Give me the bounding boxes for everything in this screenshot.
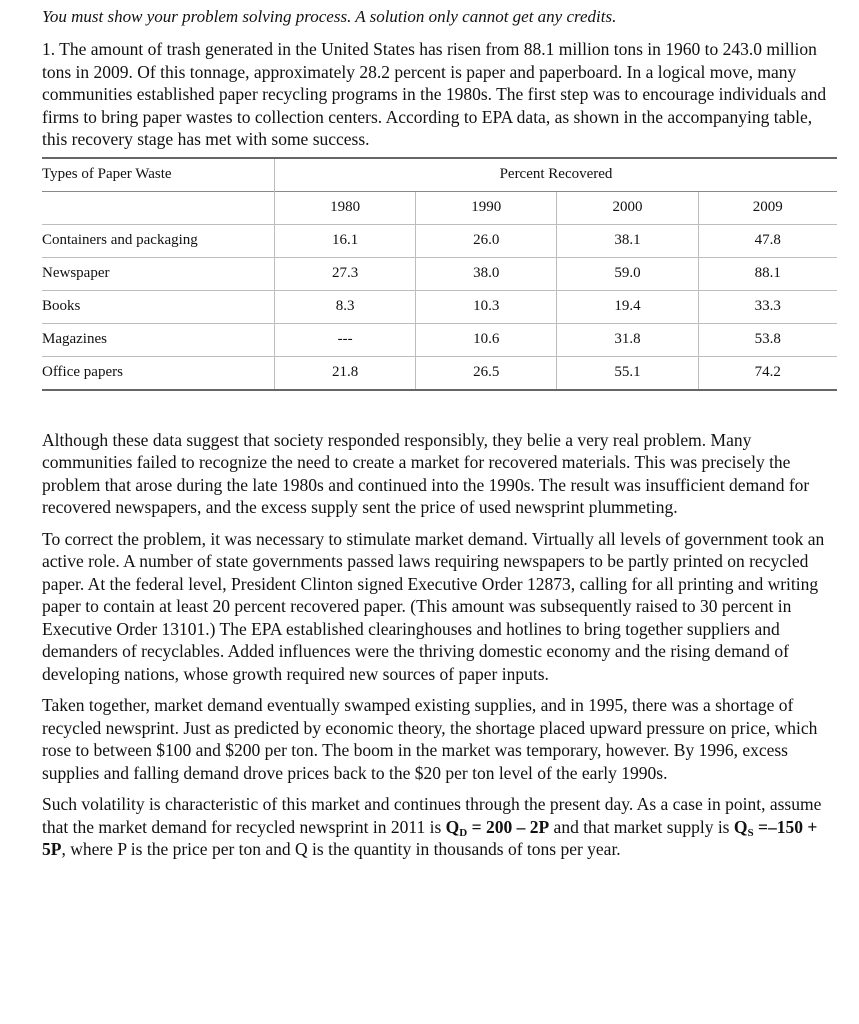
years-row-blank bbox=[42, 191, 275, 224]
percent-cell: 16.1 bbox=[275, 224, 416, 257]
final-text-1: Such volatility is characteristic of this market and continues through the present day. As a case in point, assume that the market demand for recycled newsprint in 2011 is bbox=[42, 794, 822, 837]
table-row bbox=[42, 356, 837, 390]
percent-cell: 55.1 bbox=[557, 356, 698, 390]
problem-intro: 1. The amount of trash generated in the United States has risen from 88.1 million tons in 1960 to 243.0 million tons in 2009. Of this tonnage, approximately 28.2 percent is paper and paperboard. In a logical move, many communities established paper recycling programs in the 1980s. The first step was to encourage individuals and firms to bring paper wastes to collection centers. According to EPA data, as shown in the accompanying table, this recovery stage has met with some success. bbox=[42, 39, 827, 149]
paper-type-label: Magazines bbox=[42, 323, 275, 356]
percent-cell: 31.8 bbox=[557, 323, 698, 356]
percent-cell: 27.3 bbox=[275, 257, 416, 290]
percent-recovered-header: Percent Recovered bbox=[275, 158, 838, 192]
percent-cell: 26.0 bbox=[416, 224, 557, 257]
paper-type-label: Books bbox=[42, 290, 275, 323]
paper-type-label: Newspaper bbox=[42, 257, 275, 290]
final-paragraph bbox=[42, 793, 832, 861]
body-paragraph: To correct the problem, it was necessary to stimulate market demand. Virtually all levels of government took an active role. A number of state governments passed laws requiring newspapers to be partly printed on recycled paper. At the federal level, President Clinton signed Executive Order 12873, calling for all printing and writing paper to contain at least 20 percent recovered paper. (This amount was subsequently raised to 30 percent in Executive Order 13101.) The EPA established clearinghouses and hotlines to bring together suppliers and demanders of recyclables. Added influences were the thriving domestic economy and the rising demand of developing nations, whose growth required new sources of paper inputs. bbox=[42, 528, 825, 684]
paper-type-label: Office papers bbox=[42, 356, 275, 390]
table-row bbox=[42, 323, 837, 356]
demand-equation: $Q_D = 200 - 2P$ bbox=[445, 816, 550, 839]
percent-cell: 21.8 bbox=[275, 356, 416, 390]
percent-cell: 10.6 bbox=[416, 323, 557, 356]
percent-cell: 26.5 bbox=[416, 356, 557, 390]
table-row bbox=[42, 257, 837, 290]
percent-cell: 38.1 bbox=[557, 224, 698, 257]
table-row bbox=[42, 290, 837, 323]
percent-cell: 8.3 bbox=[275, 290, 416, 323]
year-header: 1990 bbox=[416, 191, 557, 224]
percent-cell: 88.1 bbox=[698, 257, 837, 290]
instruction-text: You must show your problem solving process. A solution only cannot get any credits. bbox=[42, 7, 617, 26]
spacer bbox=[42, 391, 832, 429]
year-header: 1980 bbox=[275, 191, 416, 224]
percent-cell: 10.3 bbox=[416, 290, 557, 323]
year-header: 2009 bbox=[698, 191, 837, 224]
percent-cell: 74.2 bbox=[698, 356, 837, 390]
percent-cell: 53.8 bbox=[698, 323, 837, 356]
table-row bbox=[42, 224, 837, 257]
supply-equation: $Q_S =-150 + 5P$ bbox=[42, 816, 818, 859]
body-paragraph: Although these data suggest that society responded responsibly, they belie a very real problem. Many communities failed to recognize the need to create a market for recovered materials. This was precisely the problem that arose during the late 1980s and continued into the 1990s. The result was insufficient demand for recovered newspapers, and the excess supply sent the price of used newsprint plummeting. bbox=[42, 429, 810, 517]
document-page bbox=[42, 6, 832, 861]
percent-cell: 47.8 bbox=[698, 224, 837, 257]
table-years-row bbox=[42, 191, 837, 224]
paper-recovery-table bbox=[42, 157, 837, 391]
percent-cell: 59.0 bbox=[557, 257, 698, 290]
final-text-2: and that market supply is bbox=[549, 816, 734, 837]
body-paragraph: Taken together, market demand eventually swamped existing supplies, and in 1995, there was a shortage of recycled newsprint. Just as predicted by economic theory, the shortage placed upward pressure on price, which rose to between $100 and $200 per ton. The boom in the market was temporary, however. By 1996, excess supplies and falling demand drove prices back to the $20 per ton level of the early 1990s. bbox=[42, 695, 818, 783]
percent-cell: --- bbox=[275, 323, 416, 356]
type-column-header: Types of Paper Waste bbox=[42, 158, 275, 192]
paper-type-label: Containers and packaging bbox=[42, 224, 275, 257]
percent-cell: 19.4 bbox=[557, 290, 698, 323]
percent-cell: 38.0 bbox=[416, 257, 557, 290]
percent-cell: 33.3 bbox=[698, 290, 837, 323]
year-header: 2000 bbox=[557, 191, 698, 224]
table-header-row bbox=[42, 158, 837, 192]
final-text-3: , where P is the price per ton and Q is the quantity in thousands of tons per year. bbox=[61, 839, 621, 859]
